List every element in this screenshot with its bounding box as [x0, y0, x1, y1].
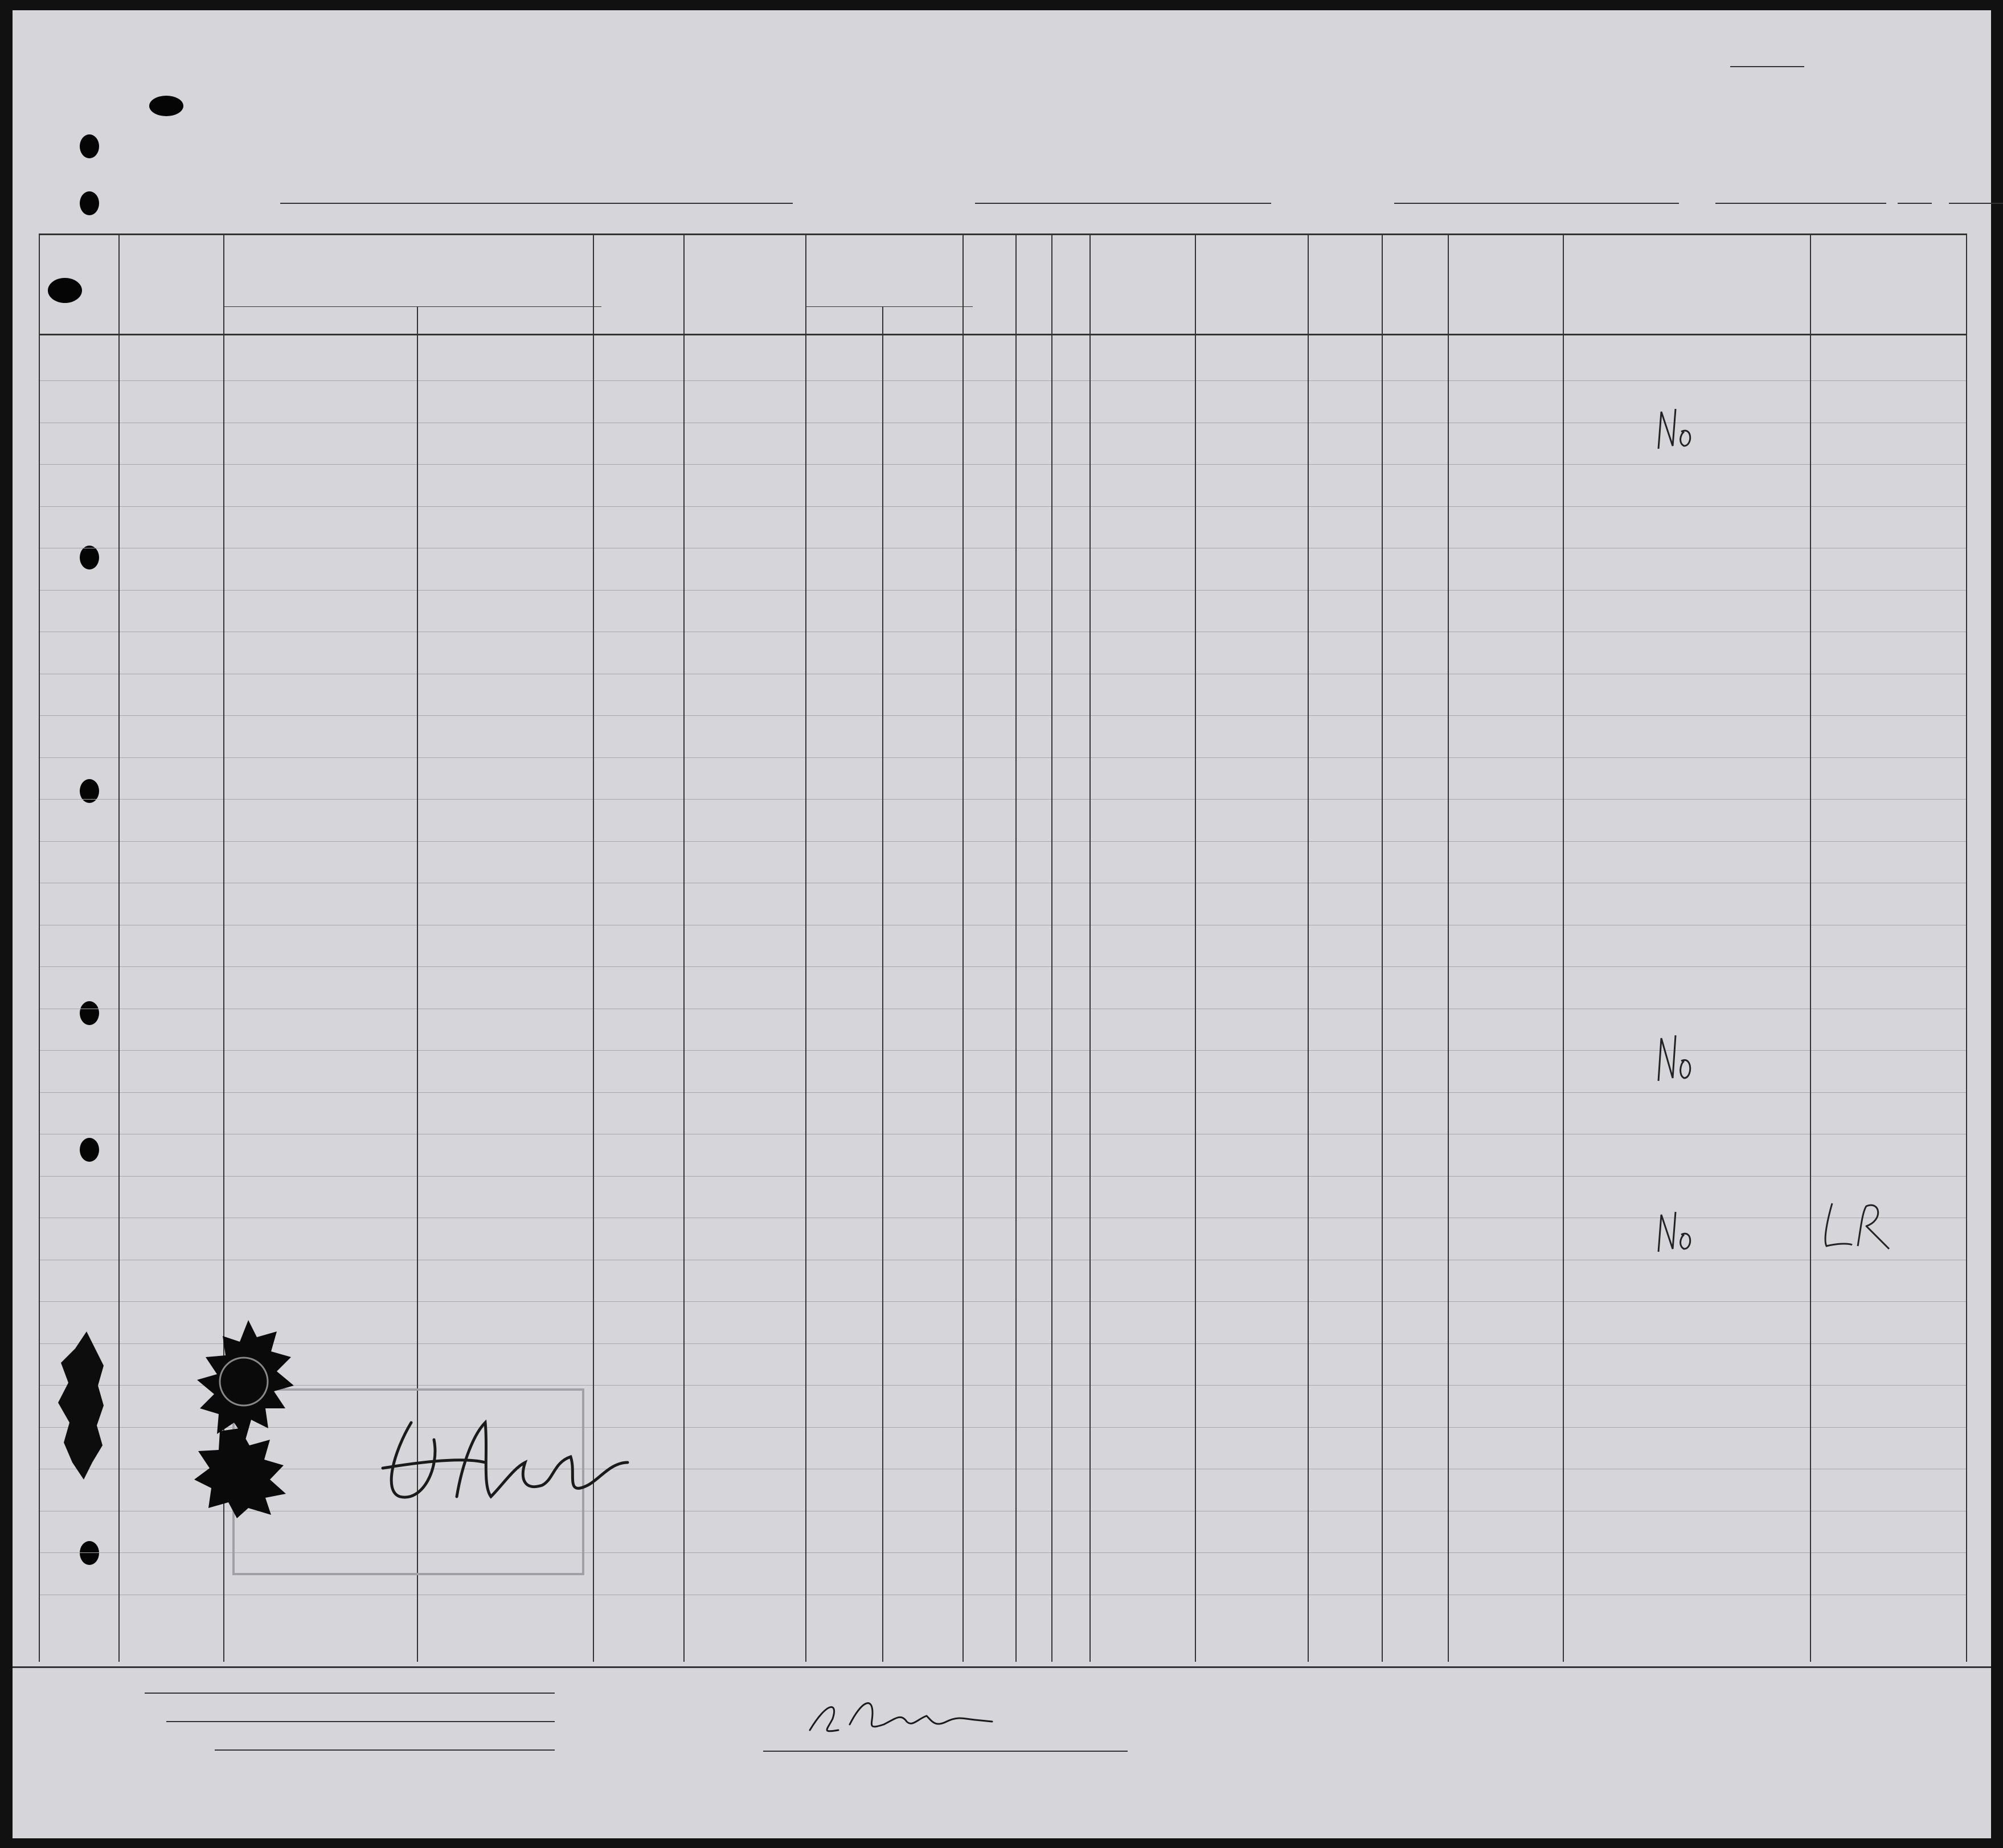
vessel-line	[223, 191, 1903, 226]
header-bottom-border	[39, 334, 1966, 335]
row-rule	[39, 966, 1966, 967]
column-rule	[1810, 233, 1811, 1662]
arrival-port	[1394, 203, 1679, 204]
punch-hole	[80, 134, 99, 158]
column-header	[1565, 247, 1808, 249]
manifest-page	[13, 10, 1991, 1838]
consul-signature	[371, 1400, 645, 1519]
arrival-year	[1949, 203, 2003, 204]
column-rule	[1563, 233, 1564, 1662]
handwritten-initials	[1818, 1195, 1892, 1257]
sheet-number	[1726, 56, 1804, 71]
punch-hole	[149, 96, 183, 116]
column-rule	[118, 233, 120, 1662]
row-rule	[39, 1092, 1966, 1093]
handwritten-no-mark	[1653, 1030, 1698, 1087]
column-header	[1018, 247, 1049, 249]
name-subheader-line	[223, 306, 601, 307]
row-rule	[39, 1385, 1966, 1386]
arrival-month	[1715, 203, 1886, 204]
handwritten-no-mark	[1653, 403, 1698, 454]
row-rule	[39, 380, 1966, 381]
row-rule	[39, 464, 1966, 465]
table-border	[1966, 233, 1967, 1662]
row-rule	[39, 590, 1966, 591]
handwritten-no-mark	[1653, 1206, 1698, 1257]
arrival-day	[1898, 203, 1932, 204]
row-rule	[39, 715, 1966, 716]
line-value	[145, 1693, 555, 1694]
notary-seal-icon	[191, 1314, 305, 1519]
column-header	[1092, 247, 1193, 249]
column-rule	[1448, 233, 1449, 1662]
row-rule	[39, 1343, 1966, 1344]
row-rule	[39, 506, 1966, 507]
column-rule	[1308, 233, 1309, 1662]
seal-edge-icon	[52, 1331, 104, 1480]
column-header	[965, 247, 1013, 249]
row-rule	[39, 1176, 1966, 1177]
row-rule	[39, 757, 1966, 758]
column-header	[1197, 247, 1305, 249]
agents-value	[215, 1749, 555, 1751]
column-header	[1812, 247, 1964, 249]
column-header	[1450, 247, 1560, 249]
column-header	[41, 247, 116, 249]
table-top-border	[39, 233, 1966, 235]
vessel-name	[280, 203, 793, 204]
column-rule	[1051, 233, 1052, 1662]
table-border	[39, 233, 40, 1662]
column-rule	[1015, 233, 1017, 1662]
punch-hole	[80, 191, 99, 215]
column-header	[1384, 247, 1445, 249]
column-rule	[805, 233, 806, 1662]
column-rule	[683, 233, 685, 1662]
column-header	[1054, 247, 1087, 249]
footer	[13, 1666, 1991, 1837]
shipped-subheader-line	[805, 306, 973, 307]
column-rule	[1382, 233, 1383, 1662]
column-rule	[1089, 233, 1091, 1662]
column-header	[808, 244, 960, 255]
column-rule	[1195, 233, 1196, 1662]
column-header	[595, 247, 681, 249]
column-header	[1310, 247, 1379, 249]
owners-value	[166, 1721, 555, 1722]
column-header	[226, 244, 591, 255]
sailing-port	[975, 203, 1271, 204]
column-header	[121, 247, 221, 249]
row-rule	[39, 1301, 1966, 1302]
row-rule	[39, 841, 1966, 842]
column-rule	[882, 306, 883, 1662]
row-rule	[39, 799, 1966, 800]
column-rule	[962, 233, 964, 1662]
column-header	[686, 247, 803, 249]
